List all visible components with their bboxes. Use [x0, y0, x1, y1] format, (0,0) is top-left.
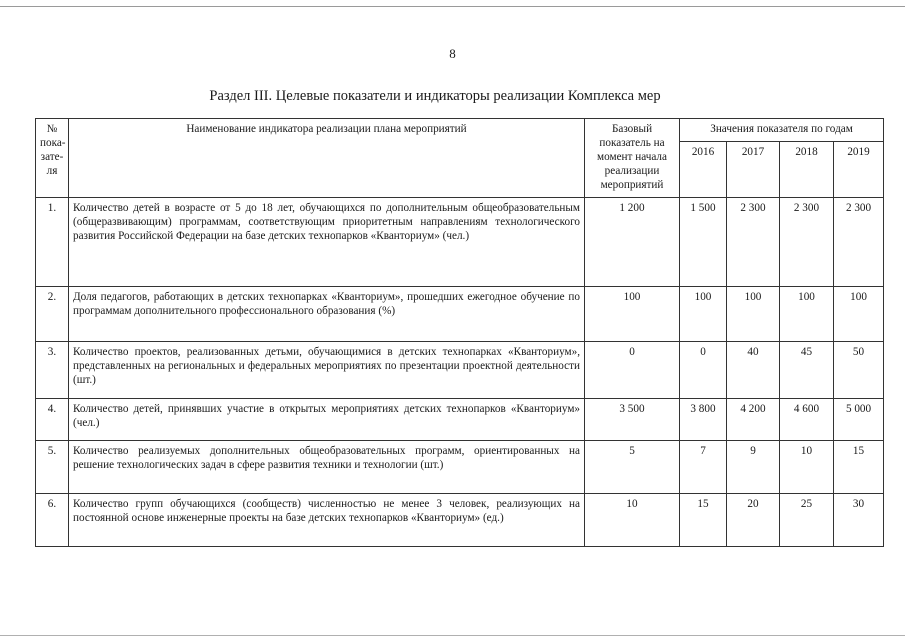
- header-num: № пока-зате-ля: [36, 119, 69, 198]
- row-name: Количество проектов, реализованных детьми, обучающимися в детских технопарках «Кванториум», представленных на региональных и федеральных мероприятиях по презентации проектной деятельности (шт.): [69, 342, 585, 399]
- row-base: 5: [585, 441, 680, 494]
- row-value-2018: 100: [780, 287, 834, 342]
- row-value-2018: 10: [780, 441, 834, 494]
- header-base: Базовый показатель на момент начала реализации мероприятий: [585, 119, 680, 198]
- row-num: 2.: [36, 287, 69, 342]
- row-value-2018: 45: [780, 342, 834, 399]
- row-value-2017: 4 200: [727, 399, 780, 441]
- row-value-2017: 9: [727, 441, 780, 494]
- table-row: [36, 399, 884, 441]
- row-num: 1.: [36, 198, 69, 287]
- row-value-2019: 2 300: [834, 198, 884, 287]
- row-value-2017: 20: [727, 494, 780, 547]
- table-row: [36, 342, 884, 399]
- row-base: 0: [585, 342, 680, 399]
- row-value-2016: 15: [680, 494, 727, 547]
- row-num: 5.: [36, 441, 69, 494]
- row-value-2018: 25: [780, 494, 834, 547]
- page-number: 8: [449, 46, 456, 61]
- row-value-2016: 100: [680, 287, 727, 342]
- row-value-2019: 5 000: [834, 399, 884, 441]
- row-name: Количество детей в возрасте от 5 до 18 лет, обучающихся по дополнительным общеобразовательным (общеразвивающим) программам, соответствующим приоритетным направлениям технологического развития Российской Федерации на базе детских технопарков «Кванториум» (чел.): [69, 198, 585, 287]
- scan-bottom-edge-line: [0, 635, 905, 636]
- row-num: 3.: [36, 342, 69, 399]
- row-value-2016: 1 500: [680, 198, 727, 287]
- header-year-2019: 2019: [834, 142, 884, 198]
- row-value-2019: 30: [834, 494, 884, 547]
- row-base: 10: [585, 494, 680, 547]
- header-year-2016: 2016: [680, 142, 727, 198]
- row-base: 1 200: [585, 198, 680, 287]
- row-name: Доля педагогов, работающих в детских технопарках «Кванториум», прошедших ежегодное обучение по программам дополнительного профессионального образования (%): [69, 287, 585, 342]
- header-year-2018: 2018: [780, 142, 834, 198]
- row-value-2019: 15: [834, 441, 884, 494]
- header-years-group: Значения показателя по годам: [680, 119, 884, 142]
- row-value-2017: 100: [727, 287, 780, 342]
- row-value-2018: 2 300: [780, 198, 834, 287]
- row-value-2016: 0: [680, 342, 727, 399]
- row-num: 4.: [36, 399, 69, 441]
- row-name: Количество групп обучающихся (сообществ) численностью не менее 3 человек, реализующих на постоянной основе инженерные проекты на базе детских технопарков «Кванториум» (ед.): [69, 494, 585, 547]
- row-value-2019: 100: [834, 287, 884, 342]
- table-row: [36, 287, 884, 342]
- header-row: [36, 119, 884, 142]
- row-value-2016: 7: [680, 441, 727, 494]
- row-name: Количество реализуемых дополнительных общеобразовательных программ, ориентированных на решение технологических задач в сфере развития техники и технологии (шт.): [69, 441, 585, 494]
- table-row: [36, 441, 884, 494]
- section-title: Раздел III. Целевые показатели и индикаторы реализации Комплекса мер: [209, 88, 661, 104]
- header-name: Наименование индикатора реализации плана мероприятий: [69, 119, 585, 198]
- table-row: [36, 198, 884, 287]
- indicators-table: [35, 118, 884, 547]
- row-value-2016: 3 800: [680, 399, 727, 441]
- row-value-2018: 4 600: [780, 399, 834, 441]
- row-name: Количество детей, принявших участие в открытых мероприятиях детских технопарков «Кванториум» (чел.): [69, 399, 585, 441]
- row-value-2017: 2 300: [727, 198, 780, 287]
- row-value-2019: 50: [834, 342, 884, 399]
- table-row: [36, 494, 884, 547]
- row-base: 3 500: [585, 399, 680, 441]
- row-value-2017: 40: [727, 342, 780, 399]
- row-base: 100: [585, 287, 680, 342]
- row-num: 6.: [36, 494, 69, 547]
- header-year-2017: 2017: [727, 142, 780, 198]
- scan-top-edge-line: [0, 6, 905, 7]
